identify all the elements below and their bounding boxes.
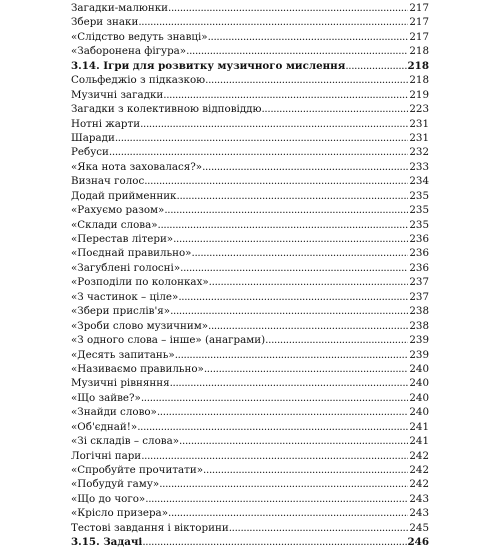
toc-entry	[71, 319, 429, 333]
toc-entry-title: Музичні загадки	[71, 88, 164, 101]
dot-leader	[109, 145, 408, 159]
toc-entry	[71, 506, 429, 520]
toc-entry-title: «Перестав літери»	[71, 233, 174, 245]
toc-entry-title: Додай прийменник	[71, 189, 177, 202]
toc-entry-title: «Слідство ведуть знавці»	[71, 30, 208, 43]
dot-leader	[345, 59, 406, 73]
toc-entry-title: Загадки-малюнки	[71, 2, 169, 14]
toc-entry-title: «Яка нота заховалася?»	[71, 160, 203, 173]
table-of-contents	[71, 1, 429, 550]
toc-entry	[71, 88, 429, 102]
toc-page-number: 245	[409, 521, 429, 534]
toc-entry	[71, 102, 429, 116]
dot-leader	[158, 218, 409, 232]
toc-entry-title: Збери знаки	[71, 16, 139, 29]
toc-page-number: 219	[409, 88, 429, 101]
toc-entry-title: «Заборонена фігура»	[71, 45, 187, 58]
toc-page-number: 235	[409, 218, 429, 231]
dot-leader	[140, 117, 408, 131]
toc-entry-title: «Десять запитань»	[71, 348, 175, 361]
dot-leader	[204, 362, 408, 376]
dot-leader	[203, 463, 408, 477]
toc-page-number: 236	[409, 247, 429, 260]
dot-leader	[173, 232, 408, 246]
toc-page-number: 218	[409, 74, 429, 87]
toc-page-number: 232	[409, 146, 429, 159]
dot-leader	[202, 160, 408, 174]
toc-page-number: 233	[409, 160, 429, 173]
toc-entry-title: «Крісло призера»	[71, 507, 168, 520]
dot-leader	[141, 449, 408, 463]
toc-entry-title: Нотні жарти	[71, 117, 141, 130]
toc-entry	[71, 304, 429, 318]
toc-entry	[71, 174, 429, 188]
dot-leader	[141, 391, 408, 405]
toc-page-number: 238	[409, 319, 429, 332]
toc-entry	[71, 477, 429, 491]
toc-page-number: 240	[409, 362, 429, 375]
toc-section-heading	[71, 59, 429, 73]
toc-entry	[71, 405, 429, 419]
dot-leader	[168, 506, 408, 520]
dot-leader	[170, 376, 409, 390]
toc-entry	[71, 160, 429, 174]
dot-leader	[192, 246, 409, 260]
toc-entry-title: Музичні рівняння	[71, 377, 170, 390]
toc-entry-title: «Що до чого»	[71, 492, 146, 505]
dot-leader	[261, 102, 408, 116]
toc-page-number: 242	[409, 449, 429, 462]
toc-entry	[71, 463, 429, 477]
toc-page-number: 235	[409, 189, 429, 202]
toc-section-heading	[71, 535, 429, 549]
toc-page-number: 218	[407, 59, 429, 72]
toc-page-number: 234	[409, 175, 429, 188]
toc-entry	[71, 348, 429, 362]
toc-page-number: 235	[409, 204, 429, 217]
toc-entry	[71, 449, 429, 463]
toc-entry-title: «Поєднай правильно»	[71, 247, 192, 260]
toc-entry-title: Сольфеджіо з підказкою	[71, 74, 206, 87]
toc-entry-title: «Що зайве?»	[71, 391, 141, 404]
dot-leader	[138, 15, 408, 29]
toc-entry	[71, 391, 429, 405]
dot-leader	[177, 189, 409, 203]
toc-entry	[71, 145, 429, 159]
toc-page-number: 217	[409, 16, 429, 29]
dot-leader	[170, 304, 408, 318]
toc-entry-title: «Зі складів – слова»	[71, 435, 180, 448]
toc-entry	[71, 290, 429, 304]
dot-leader	[265, 333, 408, 347]
dot-leader	[115, 131, 409, 145]
toc-entry	[71, 492, 429, 506]
toc-page-number: 240	[409, 391, 429, 404]
toc-entry	[71, 376, 429, 390]
toc-entry	[71, 1, 429, 15]
toc-page-number: 237	[409, 276, 429, 289]
toc-page-number: 236	[409, 261, 429, 274]
toc-entry	[71, 420, 429, 434]
toc-page-number: 239	[409, 348, 429, 361]
toc-entry-title: Ребуси	[71, 146, 109, 159]
toc-entry-title: Визнач голос	[71, 175, 145, 188]
toc-entry-title: Шаради	[71, 131, 115, 144]
toc-entry-title: «Розподіли по колонках»	[71, 276, 209, 289]
toc-entry-title: «Знайди слово»	[71, 406, 157, 419]
dot-leader	[159, 477, 408, 491]
dot-leader	[180, 261, 408, 275]
toc-entry	[71, 44, 429, 58]
toc-page-number: 217	[409, 30, 429, 43]
toc-entry-title: «Склади слова»	[71, 218, 158, 231]
toc-entry	[71, 362, 429, 376]
toc-entry	[71, 232, 429, 246]
toc-entry-title: 3.15. Задачі	[71, 536, 143, 549]
toc-entry-title: «Загублені голосні»	[71, 261, 181, 274]
toc-page-number: 246	[407, 536, 429, 549]
toc-entry-title: Загадки з колективною відповіддю	[71, 103, 262, 116]
toc-entry	[71, 521, 429, 535]
toc-entry-title: Тестові завдання і вікторини	[71, 521, 229, 534]
toc-entry-title: «Побудуй гаму»	[71, 478, 160, 491]
dot-leader	[179, 434, 408, 448]
toc-entry	[71, 261, 429, 275]
dot-leader	[145, 492, 408, 506]
toc-entry	[71, 218, 429, 232]
toc-entry-title: «Об'єднай!»	[71, 420, 138, 433]
toc-page-number: 237	[409, 290, 429, 303]
toc-page-number: 223	[409, 103, 429, 116]
toc-page-number: 241	[409, 435, 429, 448]
toc-entry-title: Логічні пари	[71, 449, 142, 462]
toc-page-number: 236	[409, 233, 429, 245]
toc-entry	[71, 131, 429, 145]
toc-entry	[71, 203, 429, 217]
dot-leader	[208, 319, 408, 333]
dot-leader	[205, 73, 408, 87]
toc-entry-title: «Зроби слово музичним»	[71, 319, 209, 332]
toc-entry	[71, 189, 429, 203]
toc-page-number: 240	[409, 377, 429, 390]
toc-page-number: 241	[409, 420, 429, 433]
toc-page-number: 218	[409, 45, 429, 58]
toc-entry-title: «З одного слова – інше» (анаграми)	[71, 334, 266, 347]
dot-leader	[175, 348, 409, 362]
toc-page-number: 231	[409, 117, 429, 130]
dot-leader	[137, 420, 408, 434]
toc-entry	[71, 434, 429, 448]
toc-page-number: 217	[409, 2, 429, 14]
toc-entry-title: «Рахуємо разом»	[71, 204, 165, 217]
toc-entry	[71, 117, 429, 131]
toc-page-number: 238	[409, 305, 429, 318]
toc-page-number: 231	[409, 131, 429, 144]
dot-leader	[229, 521, 409, 535]
toc-page-number: 243	[409, 492, 429, 505]
dot-leader	[186, 44, 408, 58]
toc-entry	[71, 246, 429, 260]
dot-leader	[208, 30, 409, 44]
toc-entry	[71, 73, 429, 87]
toc-entry	[71, 333, 429, 347]
toc-page-number: 242	[409, 478, 429, 491]
toc-entry-title: «Збери прислів'я»	[71, 305, 171, 318]
toc-entry	[71, 15, 429, 29]
dot-leader	[164, 203, 408, 217]
toc-page-number: 242	[409, 464, 429, 476]
toc-page-number: 243	[409, 507, 429, 520]
toc-page-number: 239	[409, 334, 429, 347]
toc-page-number: 240	[409, 406, 429, 419]
toc-entry-title: «Називаємо правильно»	[71, 362, 204, 375]
dot-leader	[163, 88, 408, 102]
toc-entry-title: 3.14. Ігри для розвитку музичного мислення	[71, 59, 346, 72]
dot-leader	[142, 535, 406, 549]
toc-entry	[71, 30, 429, 44]
dot-leader	[178, 290, 408, 304]
dot-leader	[157, 405, 408, 419]
toc-entry-title: «З частинок – ціле»	[71, 290, 179, 303]
dot-leader	[144, 174, 408, 188]
dot-leader	[209, 275, 409, 289]
toc-entry-title: «Спробуйте прочитати»	[71, 464, 204, 476]
toc-entry	[71, 275, 429, 289]
dot-leader	[168, 1, 408, 15]
